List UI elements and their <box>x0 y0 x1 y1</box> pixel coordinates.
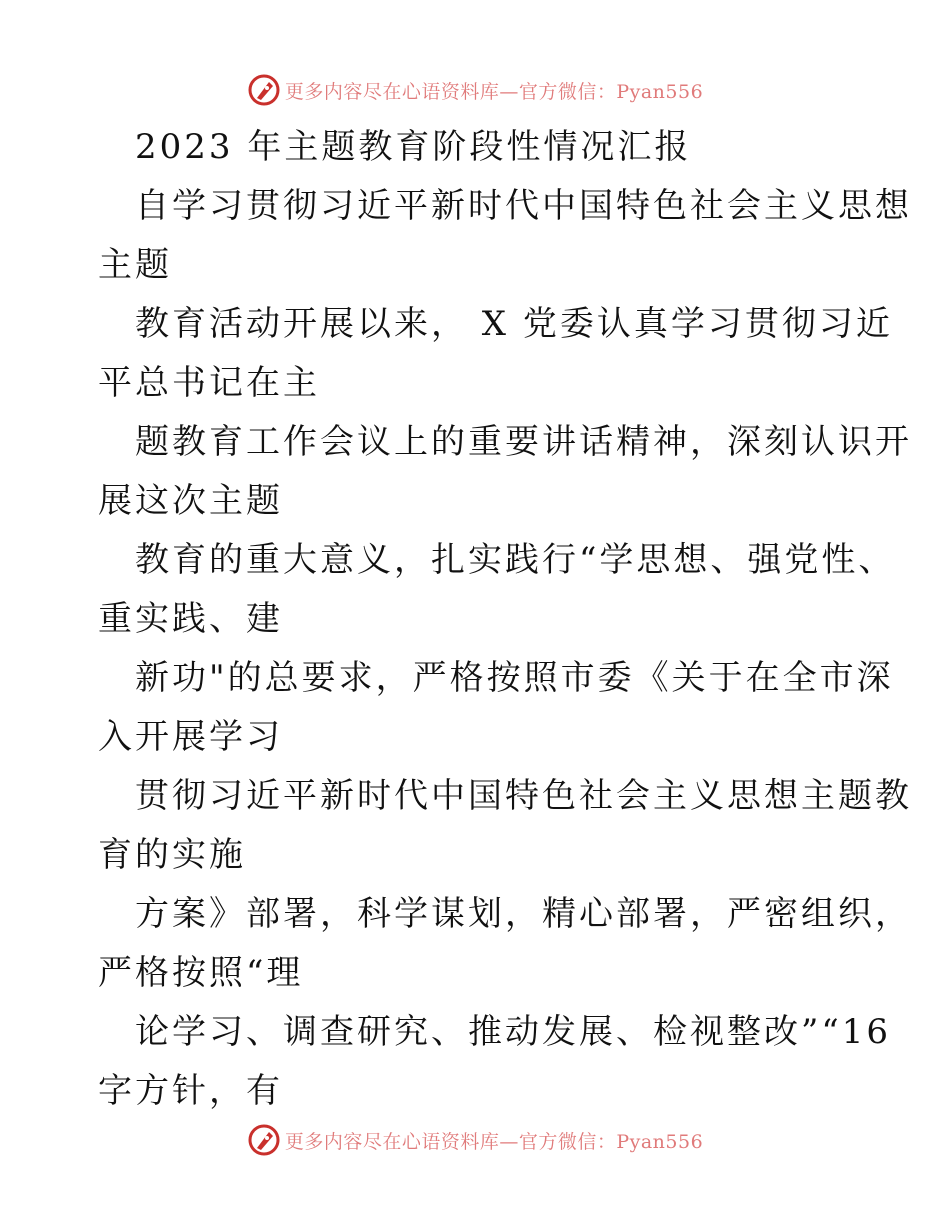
text-line: 新功"的总要求，严格按照市委《关于在全市深 <box>135 658 894 698</box>
pen-nib-icon <box>247 1123 281 1157</box>
text-line: 育的实施 <box>98 835 246 875</box>
text-line: 论学习、调查研究、推动发展、检视整改”“16 <box>135 1012 892 1052</box>
text-line: 严格按照“理 <box>98 953 304 993</box>
watermark-text: 更多内容尽在心语资料库—官方微信：Pyan556 <box>284 1130 704 1153</box>
text-line: 贯彻习近平新时代中国特色社会主义思想主题教 <box>135 776 912 816</box>
text-line: 入开展学习 <box>98 717 283 757</box>
text-line: 字方针，有 <box>98 1071 283 1111</box>
text-line: 重实践、建 <box>98 599 283 639</box>
text-line: 自学习贯彻习近平新时代中国特色社会主义思想 <box>135 186 912 226</box>
document-title: 2023 年主题教育阶段性情况汇报 <box>135 127 692 167</box>
watermark-footer <box>0 1120 950 1160</box>
text-line: 教育活动开展以来， X 党委认真学习贯彻习近 <box>135 304 893 344</box>
text-line: 教育的重大意义，扎实践行“学思想、强党性、 <box>135 540 896 580</box>
text-line: 平总书记在主 <box>98 363 320 403</box>
text-line: 方案》部署，科学谋划，精心部署，严密组织， <box>135 894 912 934</box>
watermark-text: 更多内容尽在心语资料库—官方微信：Pyan556 <box>284 80 704 103</box>
text-line: 题教育工作会议上的重要讲话精神，深刻认识开 <box>135 422 912 462</box>
text-line: 展这次主题 <box>98 481 283 521</box>
text-line: 主题 <box>98 245 172 285</box>
